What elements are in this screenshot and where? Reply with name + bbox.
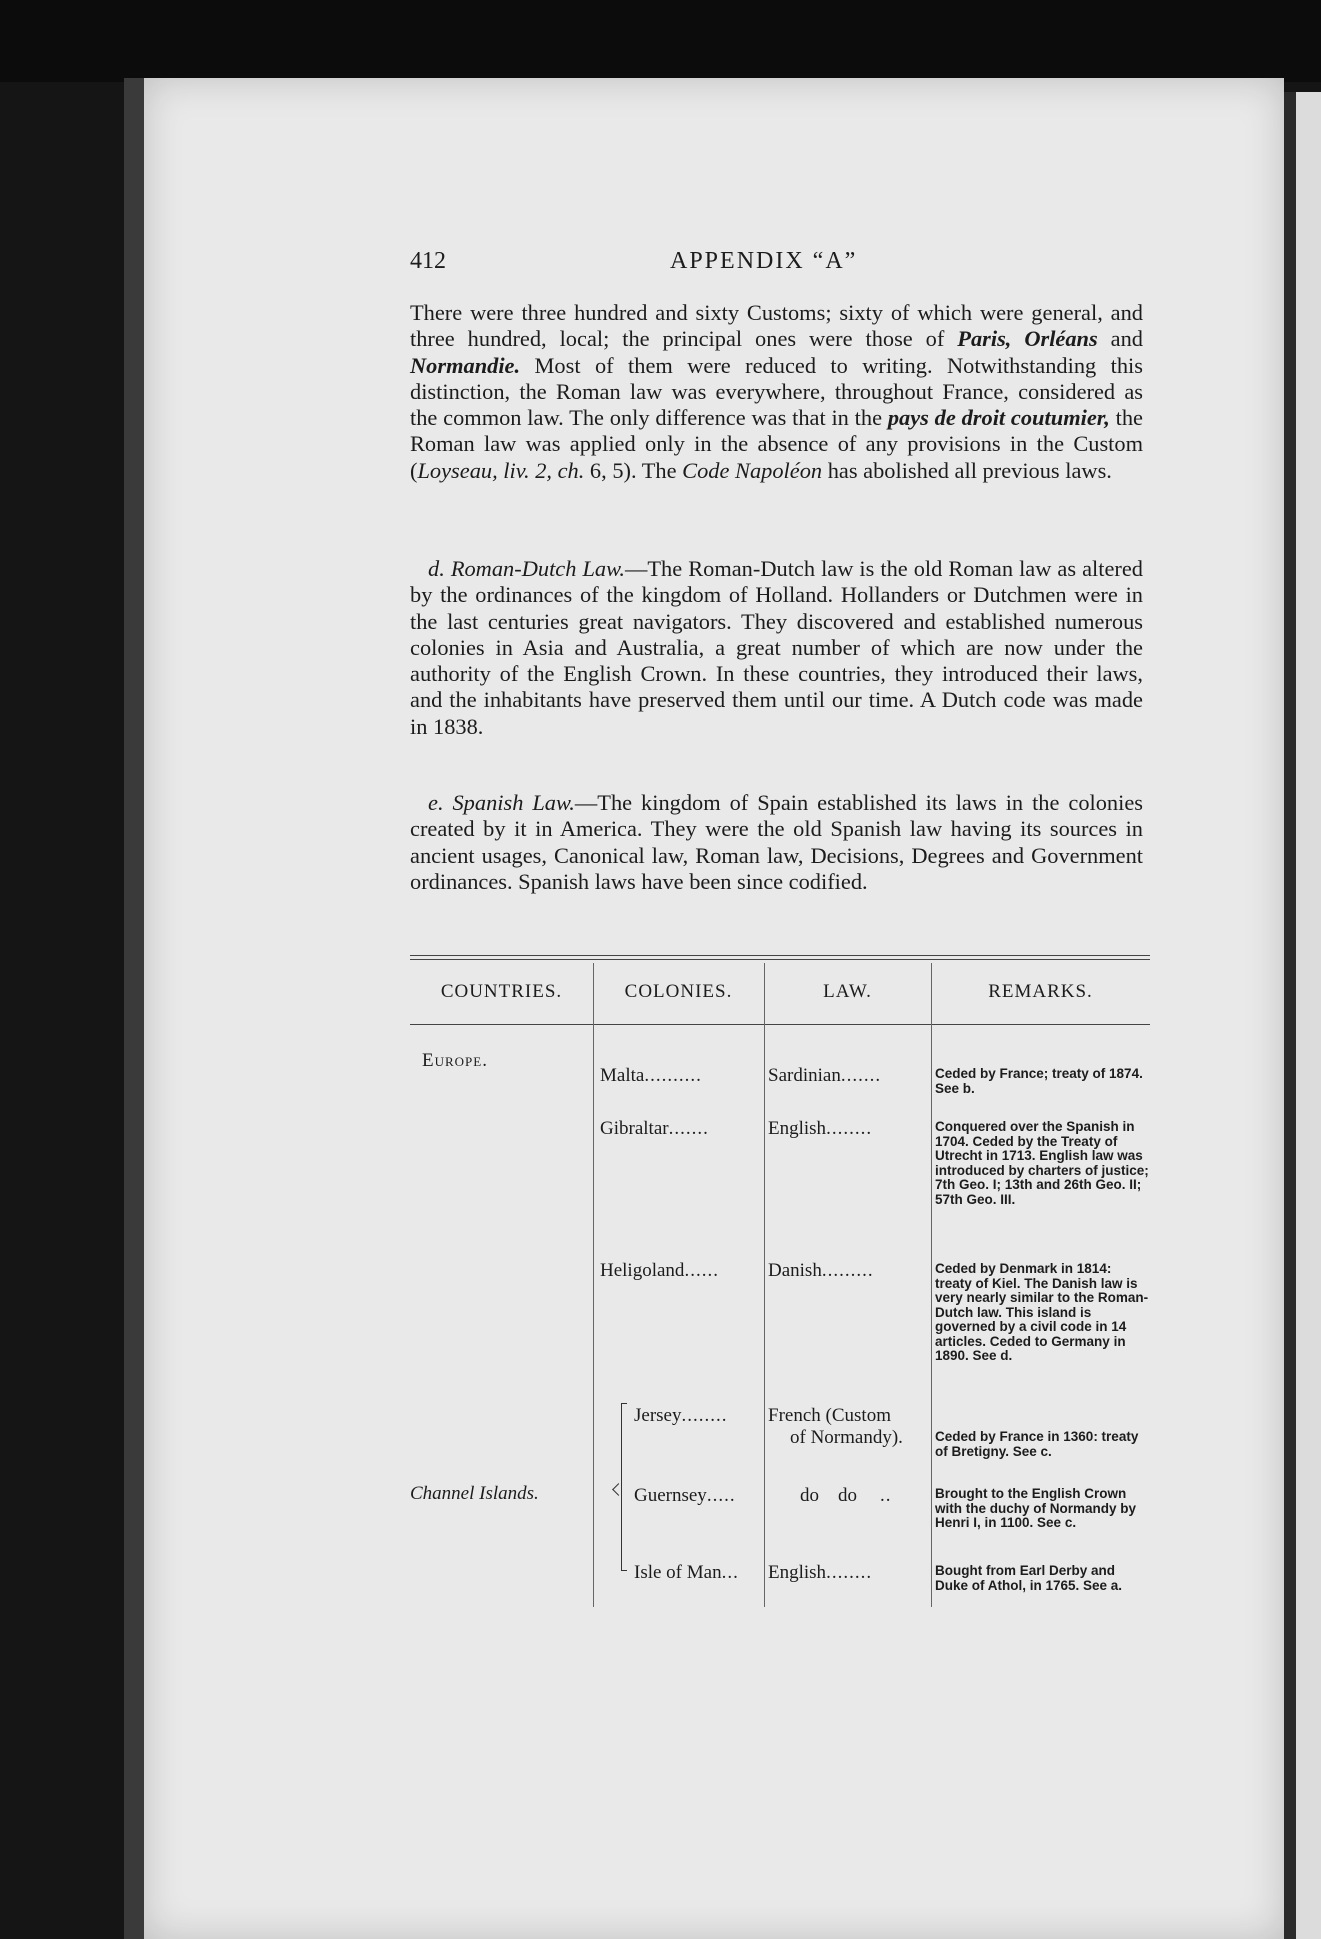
text-run: the Roman law was applied only in the absence of any provisions in the Custom (	[410, 405, 1143, 483]
table-rule-top-double	[410, 959, 1150, 960]
leader-dots: .......	[668, 1118, 709, 1139]
law-cell	[768, 1118, 872, 1140]
column-divider	[764, 963, 765, 1607]
remarks-cell: Ceded by France in 1360: treaty of Bretigny. See c.	[935, 1429, 1139, 1459]
leader-dots: ..	[857, 1485, 892, 1506]
remarks-cell: Ceded by France; treaty of 1874. See b.	[935, 1066, 1143, 1096]
column-header-remarks: REMARKS.	[988, 981, 1093, 1002]
next-page-edge	[1296, 92, 1321, 1939]
text-run: There were three hundred and sixty Customs; sixty of which were general, and three hundred, local; the principal ones were those of	[410, 300, 1143, 352]
region-europe: Europe.	[422, 1050, 488, 1071]
scan-border-top	[0, 0, 1321, 82]
table-row	[634, 1485, 736, 1507]
remarks-cell: Bought from Earl Derby and Duke of Athol, in 1765. See a.	[935, 1563, 1123, 1593]
law-cell	[800, 1485, 892, 1507]
leader-dots: .......	[840, 1065, 882, 1086]
remarks-cell: Conquered over the Spanish in 1704. Ceded by the Treaty of Utrecht in 1713. English law was introduced by charters of justice; 7th Geo. I; 13th and 26th Geo. II; 57th Geo. III.	[935, 1119, 1149, 1207]
colony-name: Jersey	[634, 1405, 682, 1426]
remarks-cell: Brought to the English Crown with the duchy of Normandy by Henri I, in 1100. See c.	[935, 1486, 1137, 1530]
column-header-countries: COUNTRIES.	[440, 981, 563, 1002]
text-run-italic: Normandie.	[410, 352, 521, 378]
colony-name: Isle of Man	[634, 1562, 722, 1583]
law-name: Danish	[768, 1260, 822, 1281]
section-heading: e. Spanish Law.	[428, 790, 575, 815]
leader-dots: ...	[721, 1562, 739, 1583]
text-run: and	[1097, 326, 1143, 352]
table-row	[600, 1065, 702, 1087]
paragraph-customs	[410, 300, 1143, 484]
table-row	[600, 1260, 719, 1282]
column-divider	[593, 963, 594, 1607]
region-channel-islands: Channel Islands.	[410, 1483, 539, 1504]
page-gutter	[1284, 92, 1296, 1939]
column-divider	[931, 963, 932, 1607]
text-run-italic: Loyseau, liv. 2, ch.	[417, 457, 585, 483]
leader-dots: .....	[706, 1485, 736, 1506]
colony-name: Heligoland	[600, 1260, 685, 1281]
law-cell	[768, 1405, 891, 1427]
leader-dots: ........	[826, 1118, 873, 1139]
law-name-italic: Custom	[831, 1405, 891, 1426]
scan-border-left	[124, 78, 144, 1939]
leader-dots: .........	[821, 1260, 874, 1281]
law-name-italic: of Normandy	[790, 1427, 892, 1448]
page-header	[410, 248, 1150, 284]
paragraph-spanish-law	[410, 790, 1143, 895]
leader-dots: ..........	[644, 1065, 702, 1086]
text-run-italic: Code Napoléon	[682, 457, 823, 483]
leader-dots: ......	[684, 1260, 719, 1281]
text-run: has abolished all previous laws.	[822, 457, 1112, 483]
section-body: —The Roman-Dutch law is the old Roman law as altered by the ordinances of the kingdom of Holland. Hollanders or Dutchmen were in the last centuries great navigators. They discovered and established numerous colonies in Asia and Australia, a great number of which are now under the authority of the English Crown. In these countries, they introduced their laws, and the inhabitants have preserved them until our time. A Dutch code was made in 1838.	[410, 556, 1143, 739]
running-head: APPENDIX “A”	[670, 248, 858, 274]
text-run-italic: pays de droit coutumier,	[887, 405, 1110, 431]
remarks-cell: Ceded by Denmark in 1814: treaty of Kiel. The Danish law is very nearly similar to the Roman-Dutch law. This island is governed by a civil code in 14 articles. Ceded to Germany in 1890. See d.	[935, 1261, 1149, 1363]
law-name: do do	[800, 1485, 857, 1506]
column-header-law: LAW.	[823, 981, 872, 1002]
table-row	[634, 1405, 727, 1427]
section-heading: d. Roman-Dutch Law.	[428, 556, 625, 581]
law-name: English	[768, 1118, 827, 1139]
law-cell	[768, 1260, 874, 1282]
law-name: ).	[891, 1427, 903, 1448]
colony-name: Gibraltar	[600, 1118, 669, 1139]
section-body: —The kingdom of Spain established its laws in the colonies created by it in America. They were the old Spanish law having its sources in ancient usages, Canonical law, Roman law, Decisions, Degrees and Government ordinances. Spanish laws have been since codified.	[410, 790, 1143, 894]
text-run: Most of them were reduced to writing. Notwithstanding this distinction, the Roman law was everywhere, throughout France, considered as the common law. The only difference was that in the	[410, 352, 1143, 431]
leader-dots: ........	[681, 1405, 728, 1426]
leader-dots: ........	[826, 1562, 873, 1583]
law-cell	[768, 1562, 872, 1584]
law-name: French (	[768, 1405, 832, 1426]
paragraph-roman-dutch-law	[410, 556, 1143, 740]
law-cell-continued	[790, 1427, 903, 1449]
table-row	[600, 1118, 709, 1140]
law-name: English	[768, 1562, 827, 1583]
law-cell	[768, 1065, 881, 1087]
table-rule-top	[410, 955, 1150, 956]
colony-name: Malta	[600, 1065, 645, 1086]
table-rule-header	[410, 1024, 1150, 1025]
text-run-italic: Paris, Orléans	[957, 326, 1098, 352]
column-header-colonies: COLONIES.	[624, 981, 733, 1002]
page-number: 412	[410, 248, 446, 274]
law-name: Sardinian	[768, 1065, 841, 1086]
colony-name: Guernsey	[634, 1485, 707, 1506]
text-run: 6, 5). The	[584, 457, 683, 483]
table-row	[634, 1562, 739, 1584]
colonies-table	[410, 955, 1150, 1615]
